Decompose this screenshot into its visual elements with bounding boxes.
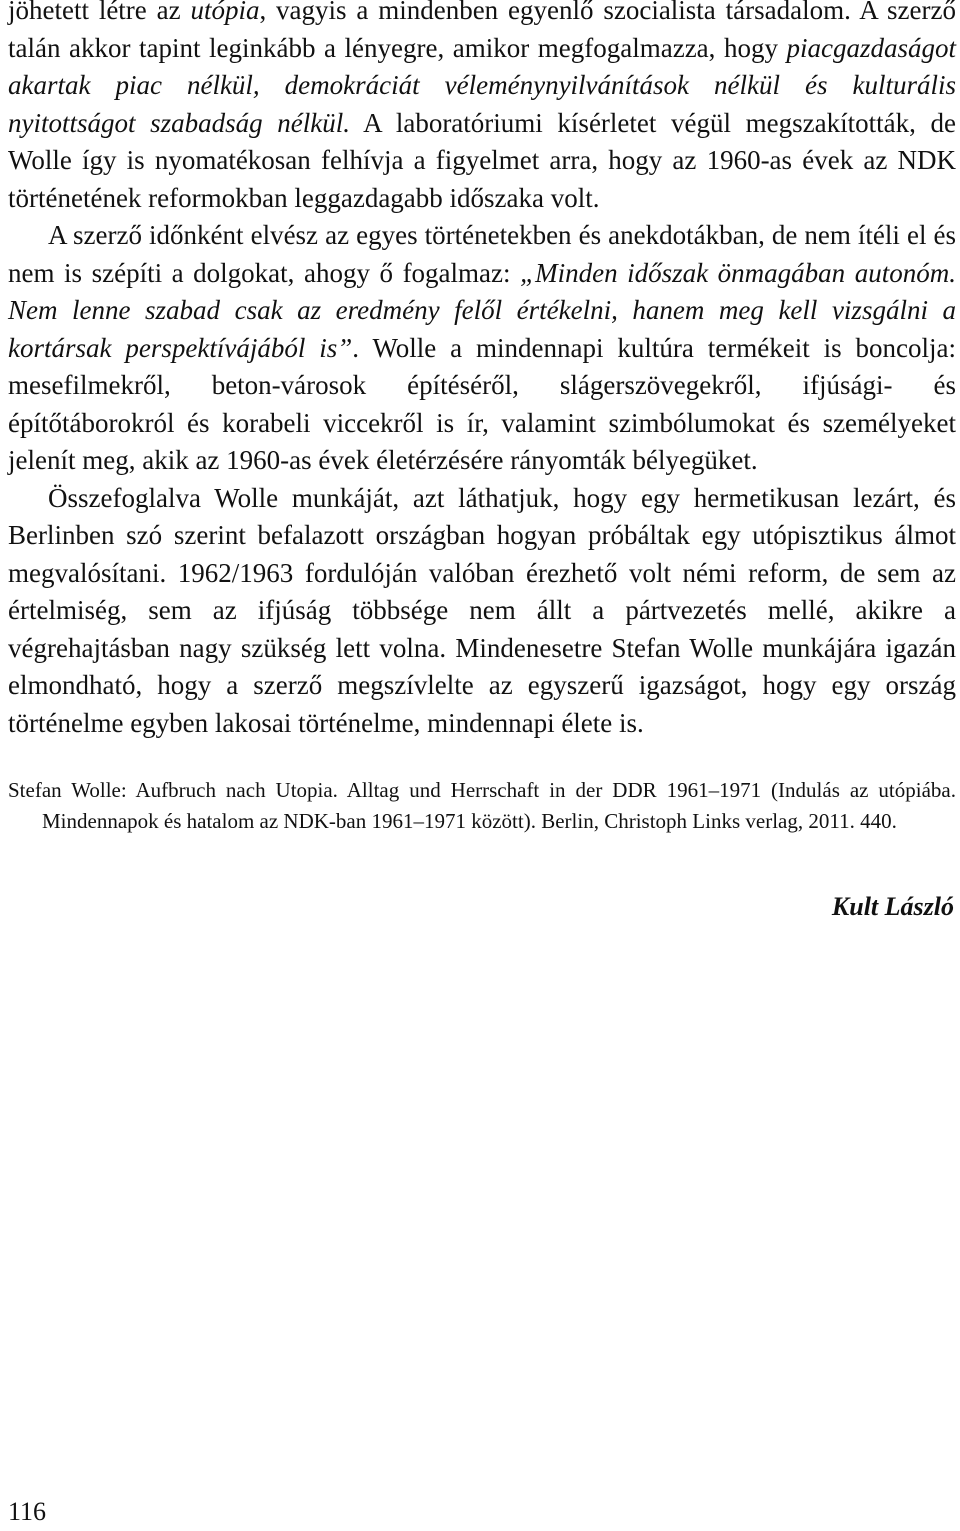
paragraph-1-text-c: , vagyis a mindenben egyenlő szocialista társadalom. A szerző talán akkor tapint leginkább a lényegre, amikor megfogalmazza, hogy (8, 0, 956, 63)
author-signature: Kult László (831, 892, 954, 921)
paragraph-2 (8, 217, 956, 480)
paragraph-1-italic-quote: piacgazdaságot akartak piac nélkül, demokráciát véleménynyilvánítások nélkül és kulturális nyitottságot szabadság nélkül. (8, 32, 956, 138)
paragraph-3: Összefoglalva Wolle munkáját, azt láthatjuk, hogy egy hermetikusan lezárt, és Berlinben szó szerint befalazott országban hogyan próbáltak egy utópisztikus álmot megvalósítani. 1962/1963 fordulóján valóban érezhető volt némi reform, de sem az értelmiség, sem az ifjúság többsége nem állt a pártvezetés mellé, akikre a végrehajtásban nagy szükség lett volna. Mindenesetre Stefan Wolle munkájára igazán elmondható, hogy a szerző megszívlelte az egyszerű igazságot, hogy egy ország történelme egyben lakosai történelme, mindennapi élete is. (8, 482, 956, 738)
page (8, 0, 956, 922)
paragraph-2-italic-quote: „Minden időszak önmagában autonóm. Nem lenne szabad csak az eredmény felől értékelni, hanem meg kell vizsgálni a kortársak perspektívájából is” (8, 257, 956, 363)
paragraph-1-italic-utopia: utópia (190, 0, 260, 25)
article-body (8, 0, 956, 742)
paragraph-2-text-c: . Wolle a mindennapi kultúra termékeit is boncolja: mesefilmekről, beton-városok építéséről, slágerszövegekről, ifjúsági- és építőtáborokról és korabeli viccekről is ír, valamint szimbólumokat és személyeket jelenít meg, akik az 1960-as évek életérzésére rányomták bélyegüket. (8, 332, 956, 475)
paragraph-1-text-a: jöhetett létre az (8, 0, 191, 25)
paragraph-1-text-e: A laboratóriumi kísérletet végül megszakították, de Wolle így is nyomatékosan felhívja a figyelmet arra, hogy az 1960-as évek az NDK történetének reformokban leggazdagabb időszaka volt. (8, 107, 956, 213)
paragraph-1 (8, 0, 956, 217)
page-number: 116 (8, 1497, 47, 1526)
paragraph-2-text-a: A szerző időnként elvész az egyes történetekben és anekdotákban, de nem ítéli el és nem is szépíti a dolgokat, ahogy ő fogalmaz: (8, 220, 956, 288)
bibliographic-reference: Stefan Wolle: Aufbruch nach Utopia. Alltag und Herrschaft in der DDR 1961–1971 (Indulás az utópiába. Mindennapok és hatalom az NDK-ban 1961–1971 között). Berlin, Christoph Links verlag, 2011. 440. (8, 778, 956, 833)
